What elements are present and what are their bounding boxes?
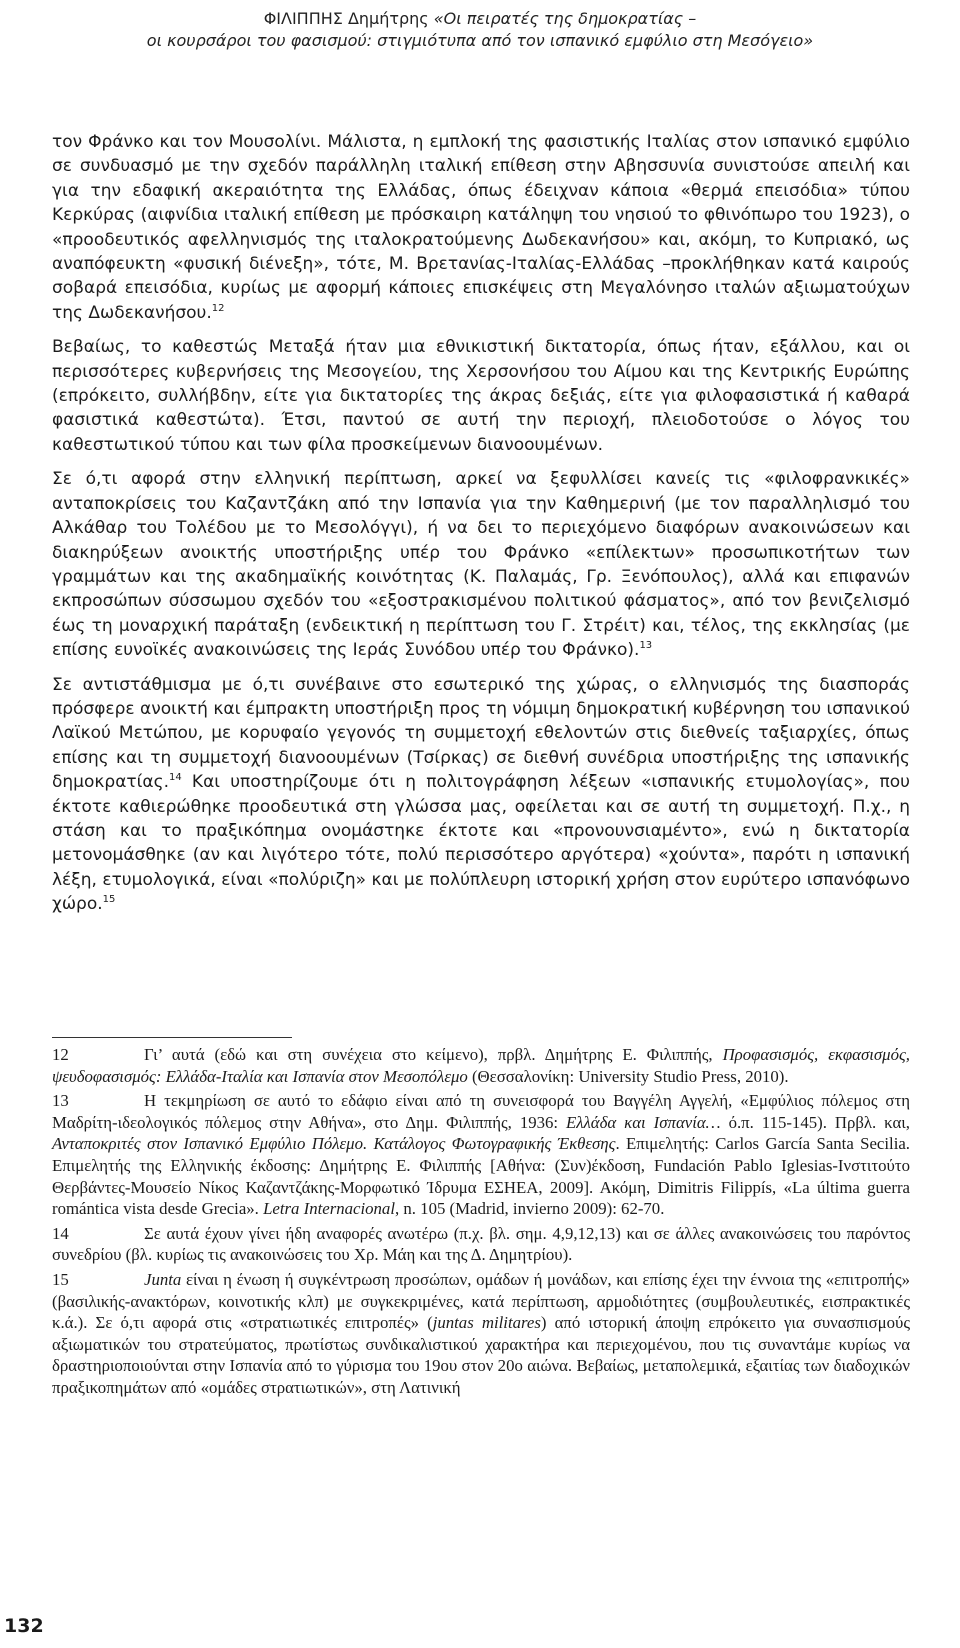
paragraph-4-text-a: Σε αντιστάθμισμα με ό,τι συνέβαινε στο εσωτερικό της χώρας, ο ελληνισμός της διασποράς πρόσφερε ανοικτή και έμπρακτη υποστήριξη προς τη νόμιμη δημοκρατική κυβέρνηση του ισπανικού Λαϊκού Μετώπου, με κορυφαίο γεγονός τη συμμετοχή εθελοντών στις διεθνείς ταξιαρχίες, όπως επίσης και τη συμμετοχή διανοουμένων (Τσίρκας) σε διεθνή συνέδρια υποστήριξης της ισπανικής δημοκρατίας. (52, 674, 910, 793)
page-number: 132 (4, 1615, 44, 1637)
footnote-text: Σε αυτά έχουν γίνει ήδη αναφορές ανωτέρω (π.χ. βλ. σημ. 4,9,12,13) και σε άλλες ανακοινώσεις του παρόντος συνεδρίου (βλ. κυρίως τις ανακοινώσεις του Χρ. Μάη και της Δ. Δημητρίου). (52, 1223, 910, 1265)
footnote-book-title: Ανταποκριτές στον Ισπανικό Εμφύλιο Πόλεμο. Κατάλογος Φωτογραφικής Έκθεσης (52, 1134, 616, 1154)
body-text (52, 130, 910, 927)
footnote-text: (Θεσσαλονίκη: University Studio Press, 2010). (467, 1066, 789, 1086)
footnote-number: 13 (52, 1091, 69, 1111)
footnote-15 (52, 1269, 910, 1399)
footnote-ref-14[interactable]: 14 (168, 772, 182, 784)
footnote-number: 14 (52, 1223, 69, 1243)
paragraph-2 (52, 335, 910, 457)
paragraph-1 (52, 130, 910, 325)
footnote-text: , n. 105 (Madrid, invierno 2009): 62-70. (395, 1199, 665, 1219)
footnote-text: ό.π. 115-145). Πρβλ. και, (720, 1112, 910, 1132)
paragraph-4 (52, 673, 910, 917)
running-header (60, 8, 900, 52)
footnote-term: juntas militares (432, 1313, 541, 1333)
paragraph-2-text: Βεβαίως, το καθεστώς Μεταξά ήταν μια εθνικιστική δικτατορία, όπως ήταν, εξάλλου, και οι περισσότερες κυβερνήσεις της Μεσογείου, της Χερσονήσου του Αίμου και της Κεντρικής Ευρώπης (επρόκειτο, συλλήβδην, είτε για δικτατορίες της άκρας δεξιάς, είτε για φιλοφασιστικά ή καθαρά φασιστικά καθεστώτα). Έτσι, παντού σε αυτή την περιοχή, πλειοδοτούσε ο λόγος του καθεστωτικού τύπου και των φίλα προσκείμενων διανοουμένων. (52, 337, 910, 455)
footnote-ref-13[interactable]: 13 (639, 640, 653, 652)
header-line-1 (60, 8, 900, 30)
footnote-term: Junta (144, 1269, 182, 1289)
footnote-ref-12[interactable]: 12 (211, 302, 225, 314)
footnote-text: είναι η ένωση ή συγκέντρωση προσώπων, ομάδων ή μονάδων, και επίσης έχει την έννοια της «επιτροπής» (βασιλικής-ανακτόρων, κοινοτικής κλπ) με συγκεκριμένες, κατά περίπτωση, αρμοδιότητες (συμβουλευτικές, εισπρακτικές κ.ά.). Σε ό,τι αφορά στις «στρατιωτικές επιτροπές» ( (52, 1269, 910, 1333)
footnote-text: ) από ιστορική άποψη επρόκειτο για συνασπισμούς αξιωματικών του στρατεύματος, πρωτίστως συνδικαλιστικού χαρακτήρα και περιεχομένου, που τις συναντάμε κυρίως να δραστηριοποιούνται στην Ισπανία από το γύρισμα του 19ου στον 20ο αιώνα. Βεβαίως, μεταπολεμικά, εξαιτίας των διαδοχικών πραξικοπημάτων από «ομάδες στρατιωτικών», στη Λατινική (52, 1313, 910, 1397)
paragraph-4-text-b: Και υποστηρίζουμε ότι η πολιτογράφηση λέξεων «ισπανικής ετυμολογίας», που έκτοτε καθιερώθηκε προοδευτικά στη γλώσσα μας, οφείλεται και σε αυτή τη συμμετοχή. Π.χ., η στάση και το πραξικόπημα ονομάστηκε έκτοτε και «προνουνσιαμέντο», ενώ η δικτατορία μετονομάσθηκε (αν και λιγότερο τότε, πολύ περισσότερο αργότερα) «χούντα», παρότι η ισπανική λέξη, ετυμολογικά, είναι «πολύριζη» και με πολύπλευρη ιστορική χρήση στον ευρύτερο ισπανόφωνο χώρο. (52, 772, 910, 915)
footnote-14 (52, 1223, 910, 1266)
header-author: ΦΙΛΙΠΠΗΣ Δημήτρης (263, 9, 429, 28)
paragraph-1-text: τον Φράνκο και τον Μουσολίνι. Μάλιστα, η εμπλοκή της φασιστικής Ιταλίας στον ισπανικό εμφύλιο σε συνδυασμό με την σχεδόν παράλληλη ιταλική επίθεση στην Αβησσυνία συνιστούσε απειλή και για την εδαφική ακεραιότητα της Ελλάδας, όπως έδειχναν κάποια «θερμά επεισόδια» τύπου Κερκύρας (αιφνίδια ιταλική επίθεση με πρόσκαιρη κατάληψη του νησιού το φθινόπωρο του 1923), ο «προοδευτικός αφελληνισμός της ιταλοκρατούμενης Δωδεκανήσου» και, ακόμη, το Κυπριακό, ως αναπόφευκτη «φυσική διένεξη», τότε, Μ. Βρετανίας-Ιταλίας-Ελλάδας –προκλήθηκαν κατά καιρούς σοβαρά επεισόδια, κυρίως με αφορμή κάποιες επισκέψεις στη Μεγαλόνησο ιταλών αξιωματούχων της Δωδεκανήσου. (52, 132, 910, 323)
paragraph-3-text: Σε ό,τι αφορά στην ελληνική περίπτωση, αρκεί να ξεφυλλίσει κανείς τις «φιλοφρανκικές» ανταποκρίσεις του Καζαντζάκη από την Ισπανία για την Καθημερινή (με τον παραλληλισμό του Αλκάθαρ του Τολέδου με το Μεσολόγγι), ή να δει το περιεχόμενο διαφόρων ανακοινώσεων και διακηρύξεων ανοικτής υποστήριξης υπέρ του Φράνκο «επίλεκτων» προσωπικοτήτων των γραμμάτων και της ακαδημαϊκής κοινότητας (Κ. Παλαμάς, Γρ. Ξενόπουλος), αλλά και επιφανών εκπροσώπων σύσσωμου σχεδόν του «εξοστρακισμένου πολιτικού φάσματος», από τον βενιζελισμό έως τη μοναρχική παράταξη (ενδεικτική η περίπτωση του Γ. Στρέιτ) και, τέλος, της εκκλησίας (με επίσης ευνοϊκές ανακοινώσεις της Ιεράς Συνόδου υπέρ του Φράνκο). (52, 469, 910, 661)
footnote-book-title: Ελλάδα και Ισπανία… (566, 1112, 721, 1132)
footnotes (52, 1044, 910, 1402)
footnote-number: 12 (52, 1045, 69, 1064)
footnote-text: Γι’ αυτά (εδώ και στη συνέχεια στο κείμενο), πρβλ. Δημήτρης Ε. Φιλιππής, (144, 1045, 723, 1064)
header-title-part-1: «Οι πειρατές της δημοκρατίας – (433, 9, 697, 28)
footnote-number: 15 (52, 1269, 69, 1289)
footnote-journal-title: Letra Internacional (263, 1199, 395, 1219)
footnote-12 (52, 1044, 910, 1087)
paragraph-3 (52, 467, 910, 662)
header-title-part-2: οι κουρσάροι του φασισμού: στιγμιότυπα από τον ισπανικό εμφύλιο στη Μεσόγειο» (146, 31, 814, 50)
footnote-13 (52, 1090, 910, 1220)
footnote-text: . Επιμελητής: Carlos García Santa Secilia. Επιμελητής της Ελληνικής έκδοσης: Δημήτρης Ε. Φιλιππής [Αθήνα: (Συν)έκδοση, Fundación Pablo Iglesias-Ινστιτούτο Θερβάντες-Μουσείο Νίκος Καζαντζάκης-Μορφωτικό Ίδρυμα ΕΣΗΕΑ, 2009]. Ακόμη, Dimitris Filippís, «La última guerra romántica vista desde Grecia». (52, 1134, 910, 1219)
footnote-separator (52, 1037, 292, 1038)
footnote-text: Η τεκμηρίωση σε αυτό το εδάφιο είναι από τη συνεισφορά του Βαγγέλη Αγγελή, «Εμφύλιος πόλεμος στη Μαδρίτη-ιδεολογικός πόλεμος στην Αθήνα», στο Δημ. Φιλιππής, 1936: (52, 1091, 910, 1132)
footnote-ref-15[interactable]: 15 (102, 894, 116, 906)
footnote-book-title: Προφασισμός, εκφασισμός, ψευδοφασισμός: Ελλάδα-Ιταλία και Ισπανία στον Μεσοπόλεμο (52, 1045, 911, 1086)
